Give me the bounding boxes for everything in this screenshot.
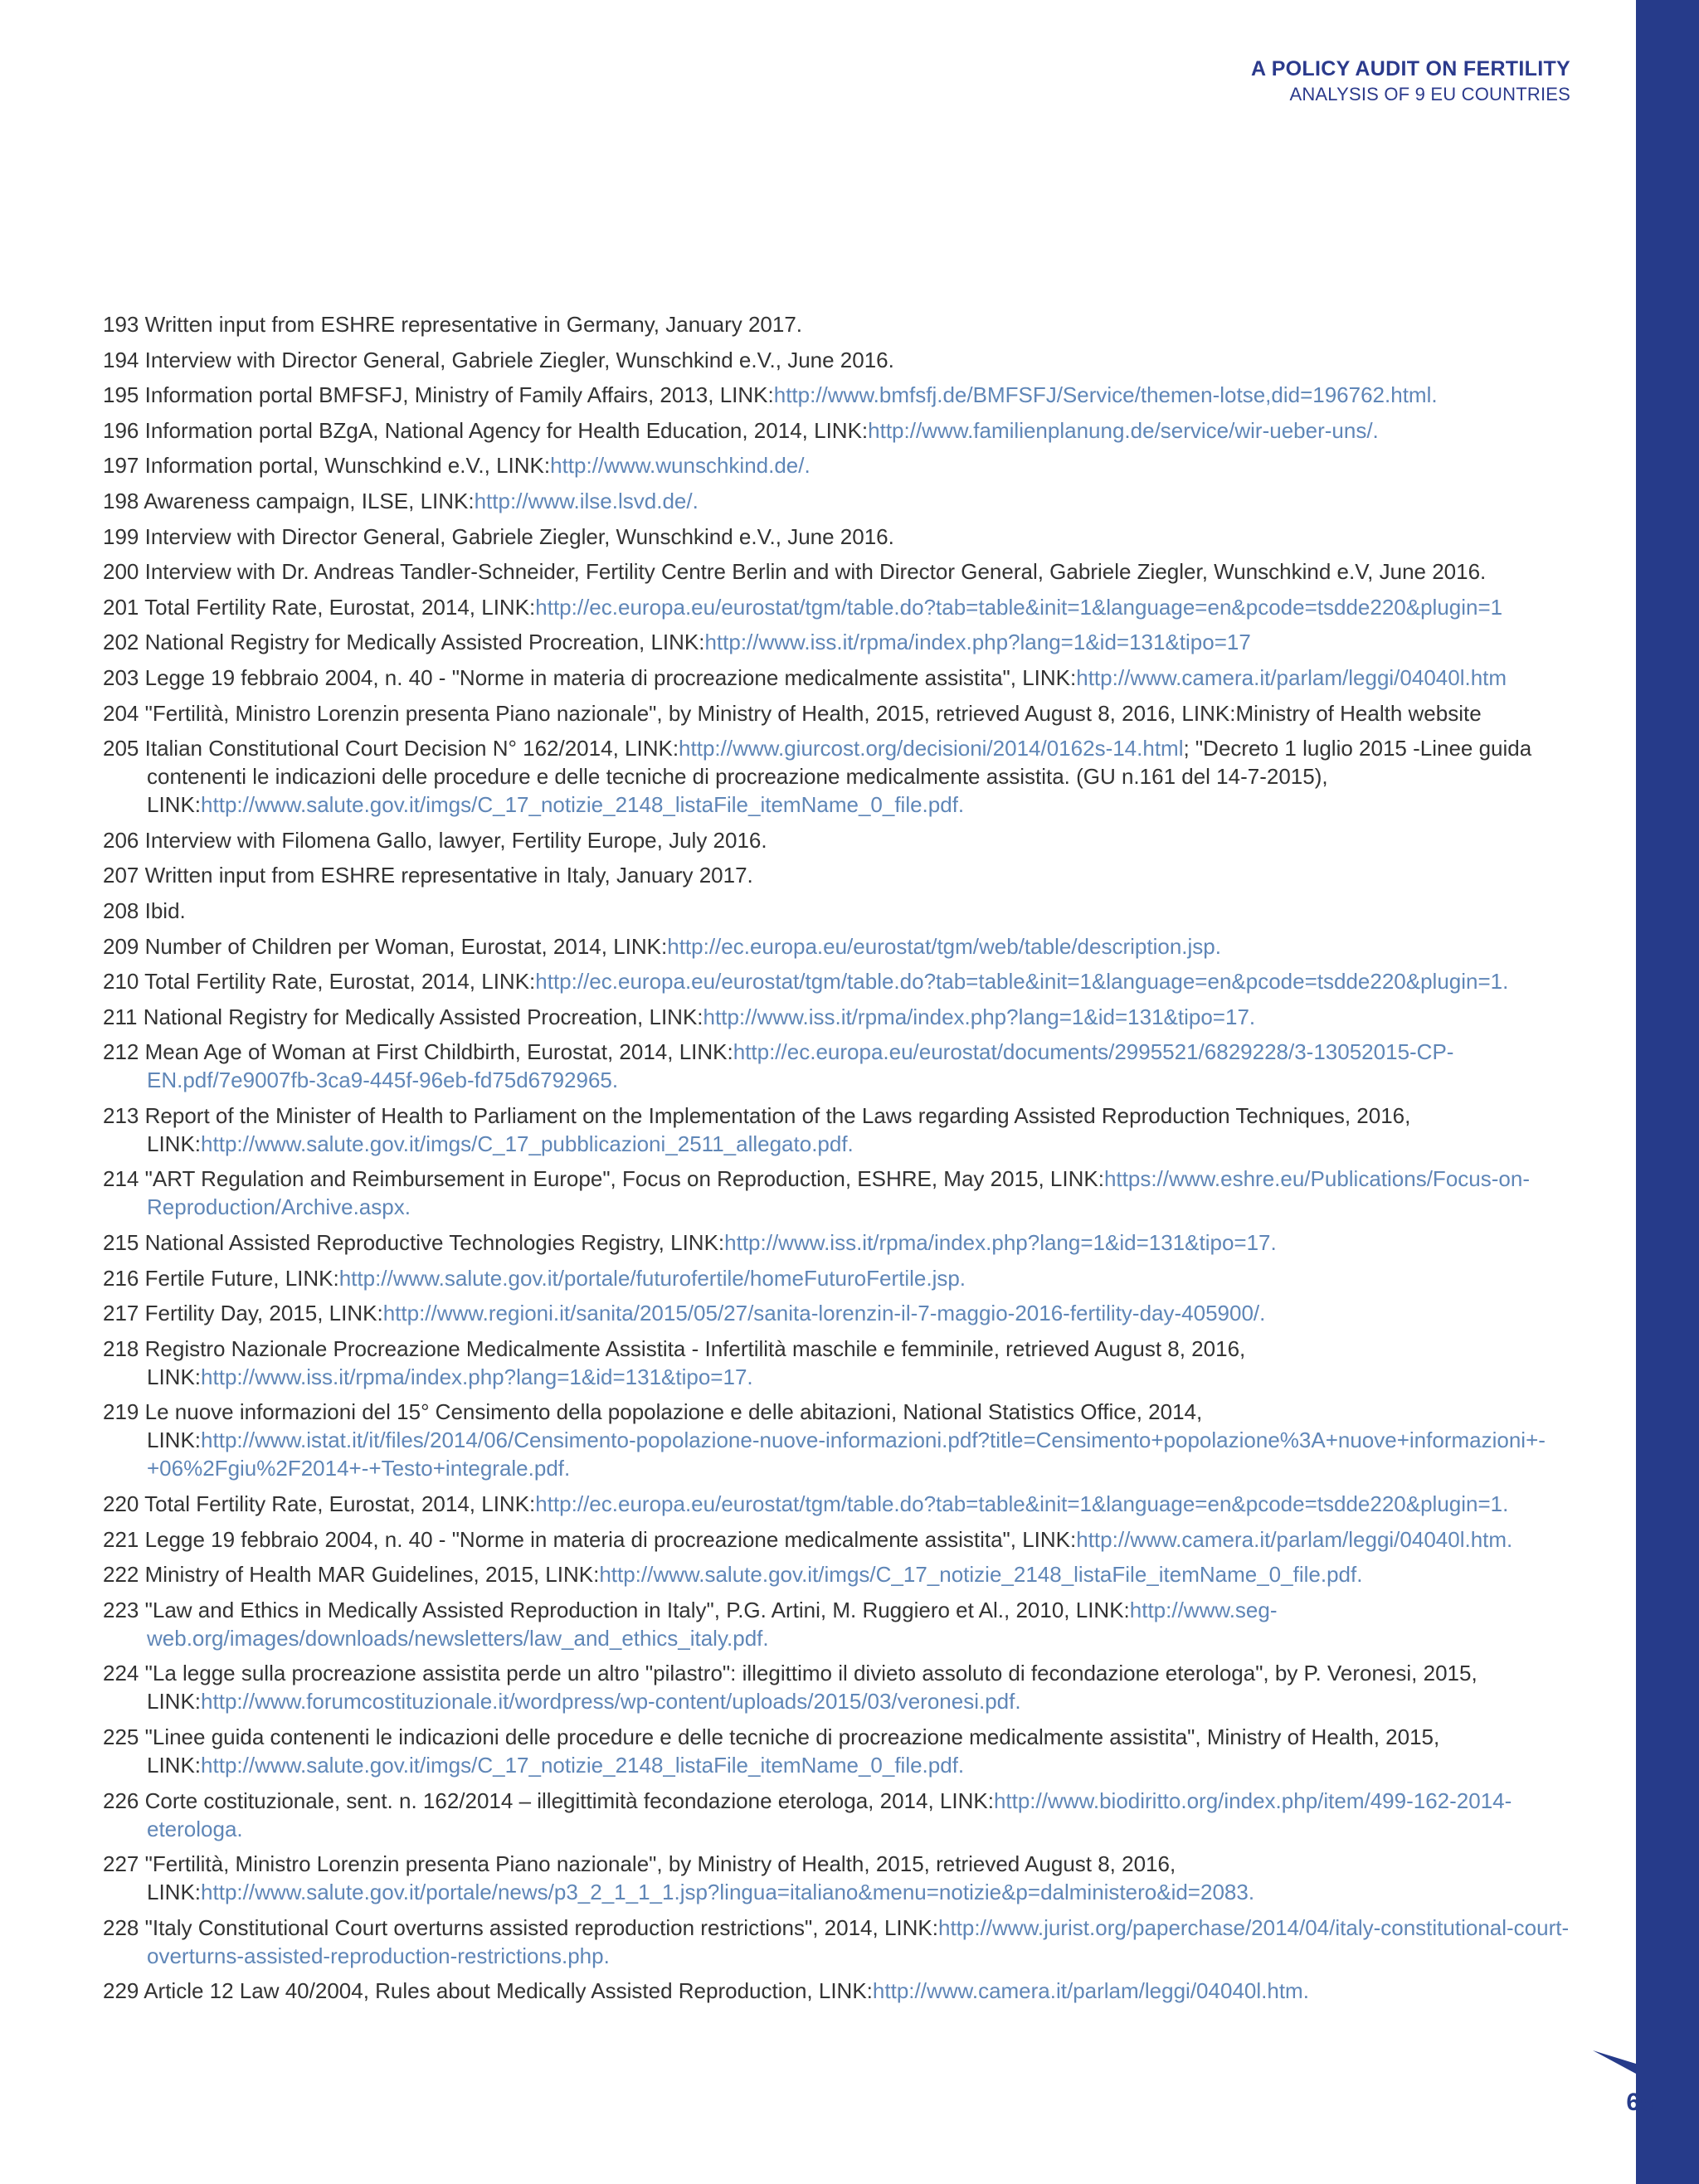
endnote-text: Awareness campaign, ILSE, [144, 488, 421, 513]
endnote-197 [103, 451, 1571, 479]
endnote-number: 193 [103, 312, 139, 337]
link-label: LINK: [1022, 664, 1077, 690]
endnote-number: 215 [103, 1230, 139, 1256]
endnote-text: Interview with Director General, Gabriele Ziegler, Wunschkind e.V., June 2016. [144, 347, 894, 372]
link-label: LINK: [147, 792, 202, 818]
endnote-link[interactable]: http://www.iss.it/rpma/index.php?lang=1&id=131&tipo=17. [703, 1004, 1256, 1029]
link-label: LINK: [481, 594, 536, 620]
link-label: LINK: [670, 1230, 725, 1256]
endnote-205 [103, 734, 1571, 819]
endnote-number: 209 [103, 933, 139, 959]
link-label: LINK: [613, 933, 668, 959]
endnote-link[interactable]: http://www.ilse.lsvd.de/. [474, 488, 699, 513]
endnote-number: 210 [103, 969, 139, 995]
endnote-text: Fertile Future, [144, 1265, 285, 1291]
endnote-link[interactable]: http://www.salute.gov.it/imgs/C_17_notizie_2148_listaFile_itemName_0_file.pdf. [201, 792, 965, 818]
endnote-link[interactable]: http://www.wunschkind.de/. [550, 453, 811, 479]
endnote-number: 201 [103, 594, 139, 620]
endnote-text-continued: ; "Decreto 1 luglio 2015 -Linee guida contenenti le indicazioni delle procedure e delle tecniche di procreazione medicalmente assistita. (GU n.161 del 14-7-2015), [147, 736, 1532, 790]
page-number: 65 [1626, 2089, 1654, 2116]
endnote-196 [103, 416, 1571, 445]
endnote-link[interactable]: http://www.giurcost.org/decisioni/2014/0162s-14.html [679, 736, 1184, 761]
endnote-link[interactable]: http://www.seg-web.org/images/downloads/newsletters/law_and_ethics_italy.pdf. [147, 1597, 1278, 1651]
endnote-number: 221 [103, 1526, 139, 1552]
link-label: LINK: [147, 1689, 202, 1715]
link-label: LINK: [420, 488, 475, 513]
endnote-text: "Fertilità, Ministro Lorenzin presenta Piano nazionale", by Ministry of Health, 2015, retrieved August 8, 2016, [144, 1851, 1176, 1877]
link-label: LINK: [481, 969, 536, 995]
endnote-195 [103, 381, 1571, 409]
link-label: LINK: [147, 1364, 202, 1389]
endnote-text: "Law and Ethics in Medically Assisted Reproduction in Italy", P.G. Artini, M. Ruggiero et Al., 2010, [144, 1597, 1076, 1622]
endnote-text: National Registry for Medically Assisted Procreation, [143, 1004, 650, 1029]
endnote-link[interactable]: http://www.regioni.it/sanita/2015/05/27/sanita-lorenzin-il-7-maggio-2016-fertility-day-405900/. [382, 1301, 1266, 1326]
link-label: LINK: [679, 1039, 733, 1065]
endnote-198 [103, 487, 1571, 515]
endnote-number: 217 [103, 1301, 139, 1326]
endnote-224 [103, 1659, 1571, 1715]
endnote-number: 208 [103, 897, 139, 923]
endnote-number: 223 [103, 1597, 139, 1622]
link-label: LINK: [650, 630, 705, 655]
link-label: LINK: [1022, 1526, 1077, 1552]
endnote-221 [103, 1525, 1571, 1554]
running-header [1251, 55, 1570, 106]
endnote-text: "La legge sulla procreazione assistita perde un altro "pilastro": illegittimo il divieto assoluto di fecondazione eterologa", by P. Veronesi, 2015, [144, 1661, 1477, 1686]
endnote-number: 195 [103, 382, 139, 408]
endnote-text: Corte costituzionale, sent. n. 162/2014 – illegittimità fecondazione eterologa, 2014, [144, 1788, 940, 1813]
endnote-number: 200 [103, 559, 139, 585]
endnote-204 [103, 699, 1571, 727]
endnote-226 [103, 1787, 1571, 1843]
endnote-link[interactable]: http://www.bmfsfj.de/BMFSFJ/Service/themen-lotse,did=196762.html. [773, 382, 1438, 408]
endnote-220 [103, 1490, 1571, 1518]
endnote-215 [103, 1228, 1571, 1257]
endnote-text: Italian Constitutional Court Decision N° 162/2014, [144, 736, 626, 761]
endnote-link[interactable]: http://www.salute.gov.it/imgs/C_17_pubblicazioni_2511_allegato.pdf. [201, 1131, 854, 1156]
endnote-text: Report of the Minister of Health to Parliament on the Implementation of the Laws regarding Assisted Reproduction Techniques, 2016, [144, 1102, 1411, 1128]
endnote-214 [103, 1165, 1571, 1221]
endnote-number: 207 [103, 863, 139, 888]
endnote-218 [103, 1335, 1571, 1391]
link-label: LINK: [1049, 1166, 1104, 1192]
endnotes-list [103, 310, 1571, 2012]
endnote-text: Interview with Director General, Gabriele Ziegler, Wunschkind e.V., June 2016. [144, 523, 894, 549]
report-title: A POLICY AUDIT ON FERTILITY [1251, 57, 1570, 80]
report-subtitle: ANALYSIS OF 9 EU COUNTRIES [1289, 84, 1570, 105]
endnote-number: 202 [103, 630, 139, 655]
endnote-text: Written input from ESHRE representative in Germany, January 2017. [144, 312, 803, 337]
endnote-194 [103, 346, 1571, 374]
endnote-link[interactable]: http://www.iss.it/rpma/index.php?lang=1&id=131&tipo=17 [704, 630, 1251, 655]
endnote-number: 220 [103, 1491, 139, 1517]
endnote-number: 227 [103, 1851, 139, 1877]
endnote-222 [103, 1560, 1571, 1588]
endnote-200 [103, 557, 1571, 586]
endnote-text: Total Fertility Rate, Eurostat, 2014, [144, 1491, 482, 1517]
endnote-210 [103, 967, 1571, 995]
endnote-219 [103, 1398, 1571, 1482]
endnote-text: Interview with Dr. Andreas Tandler-Schneider, Fertility Centre Berlin and with Director General, Gabriele Ziegler, Wunschkind e.V, June 2016. [144, 559, 1487, 585]
endnote-link[interactable]: http://www.iss.it/rpma/index.php?lang=1&id=131&tipo=17. [201, 1364, 753, 1389]
endnote-number: 213 [103, 1102, 139, 1128]
endnote-number: 229 [103, 1978, 139, 2004]
endnote-text: Total Fertility Rate, Eurostat, 2014, [144, 969, 482, 995]
endnote-number: 194 [103, 347, 139, 372]
endnote-number: 199 [103, 523, 139, 549]
endnote-217 [103, 1299, 1571, 1327]
endnote-text: "ART Regulation and Reimbursement in Europe", Focus on Reproduction, ESHRE, May 2015, [144, 1166, 1050, 1192]
link-label: LINK: [285, 1265, 339, 1291]
endnote-text: "Linee guida contenenti le indicazioni delle procedure e delle tecniche di procreazione medicalmente assistita", Ministry of Health, 2015, [144, 1724, 1440, 1749]
endnote-link[interactable]: http://www.salute.gov.it/imgs/C_17_notizie_2148_listaFile_itemName_0_file.pdf. [201, 1753, 965, 1778]
endnote-number: 222 [103, 1562, 139, 1588]
endnote-number: 224 [103, 1661, 139, 1686]
endnote-text: Number of Children per Woman, Eurostat, 2014, [144, 933, 614, 959]
endnote-link[interactable]: https://www.eshre.eu/Publications/Focus-on-Reproduction/Archive.aspx. [147, 1166, 1530, 1220]
link-label: LINK: [147, 1753, 202, 1778]
endnote-number: 205 [103, 736, 139, 761]
link-label: LINK: [147, 1131, 202, 1156]
endnote-link[interactable]: http://www.istat.it/it/files/2014/06/Censimento-popolazione-nuove-informazioni.pdf?title=Censimento+popolazione%3A+nuove+informazioni+-+06%2Fgiu%2F2014+-+Testo+integrale.pdf. [147, 1428, 1546, 1481]
endnote-223 [103, 1596, 1571, 1652]
endnote-link[interactable]: http://ec.europa.eu/eurostat/tgm/table.do?tab=table&init=1&language=en&pcode=tsdde220&plugin=1 [535, 594, 1503, 620]
endnote-text: Written input from ESHRE representative in Italy, January 2017. [144, 863, 753, 888]
endnote-text: Fertility Day, 2015, [144, 1301, 329, 1326]
link-label: LINK: [884, 1914, 938, 1940]
endnote-number: 204 [103, 700, 139, 726]
endnote-text: National Assisted Reproductive Technologies Registry, [144, 1230, 671, 1256]
endnote-number: 211 [103, 1004, 138, 1029]
endnote-201 [103, 593, 1571, 621]
endnote-text: Ibid. [144, 897, 186, 923]
endnote-text: Interview with Filomena Gallo, lawyer, Fertility Europe, July 2016. [144, 827, 767, 853]
endnote-229 [103, 1977, 1571, 2005]
endnote-number: 203 [103, 664, 139, 690]
endnote-link[interactable]: http://www.salute.gov.it/portale/futurofertile/homeFuturoFertile.jsp. [338, 1265, 966, 1291]
endnote-number: 219 [103, 1399, 139, 1425]
endnote-number: 206 [103, 827, 139, 853]
endnote-193 [103, 310, 1571, 338]
link-label: LINK: [625, 736, 679, 761]
endnote-text: Information portal BZgA, National Agency for Health Education, 2014, [144, 417, 815, 443]
endnote-text: "Italy Constitutional Court overturns assisted reproduction restrictions", 2014, [144, 1914, 884, 1940]
endnote-199 [103, 523, 1571, 551]
endnote-link[interactable]: http://www.salute.gov.it/portale/news/p3_2_1_1_1.jsp?lingua=italiano&menu=notizie&p=dalministero&id=2083. [201, 1880, 1255, 1905]
endnote-202 [103, 628, 1571, 656]
link-label: LINK: [939, 1788, 994, 1813]
endnote-211 [103, 1003, 1571, 1031]
endnote-link[interactable]: http://www.camera.it/parlam/leggi/04040l.htm. [872, 1978, 1309, 2004]
endnote-207 [103, 861, 1571, 889]
endnote-text: Total Fertility Rate, Eurostat, 2014, [144, 594, 482, 620]
endnote-number: 214 [103, 1166, 139, 1192]
endnote-link[interactable]: http://www.camera.it/parlam/leggi/04040l.htm. [1076, 1526, 1513, 1552]
endnote-text: Ministry of Health MAR Guidelines, 2015, [144, 1562, 546, 1588]
endnote-text: Article 12 Law 40/2004, Rules about Medically Assisted Reproduction, [144, 1978, 819, 2004]
endnote-number: 212 [103, 1039, 139, 1065]
endnote-227 [103, 1850, 1571, 1906]
endnote-228 [103, 1914, 1571, 1970]
endnote-number: 197 [103, 453, 139, 479]
endnote-number: 216 [103, 1265, 139, 1291]
endnote-206 [103, 826, 1571, 854]
endnote-number: 196 [103, 417, 139, 443]
endnote-209 [103, 932, 1571, 961]
link-label: LINK: [719, 382, 774, 408]
endnote-text: Mean Age of Woman at First Childbirth, Eurostat, 2014, [144, 1039, 679, 1065]
link-label: LINK: [814, 417, 869, 443]
endnote-225 [103, 1723, 1571, 1779]
endnote-link[interactable]: http://ec.europa.eu/eurostat/tgm/table.do?tab=table&init=1&language=en&pcode=tsdde220&plugin=1. [535, 969, 1509, 995]
endnote-number: 228 [103, 1914, 139, 1940]
endnote-text: "Fertilità, Ministro Lorenzin presenta Piano nazionale", by Ministry of Health, 2015, retrieved August 8, 2016, LINK:Ministry of Health website [144, 700, 1482, 726]
endnote-link[interactable]: http://www.jurist.org/paperchase/2014/04/italy-constitutional-court-overturns-assisted-reproduction-restrictions.php. [147, 1914, 1570, 1968]
endnote-text: Legge 19 febbraio 2004, n. 40 - "Norme in materia di procreazione medicalmente assistita", [144, 664, 1023, 690]
endnote-text: National Registry for Medically Assisted Procreation, [144, 630, 651, 655]
endnote-203 [103, 664, 1571, 692]
endnote-link[interactable]: http://www.iss.it/rpma/index.php?lang=1&id=131&tipo=17. [724, 1230, 1277, 1256]
endnote-number: 198 [103, 488, 139, 513]
link-label: LINK: [329, 1301, 383, 1326]
link-label: LINK: [818, 1978, 873, 2004]
endnote-link[interactable]: http://www.biodiritto.org/index.php/item/499-162-2014-eterologa. [147, 1788, 1512, 1841]
endnote-text: Information portal BMFSFJ, Ministry of Family Affairs, 2013, [144, 382, 720, 408]
link-label: LINK: [649, 1004, 703, 1029]
endnote-number: 218 [103, 1335, 139, 1361]
link-label: LINK: [147, 1428, 202, 1453]
endnote-link[interactable]: http://ec.europa.eu/eurostat/documents/2995521/6829228/3-13052015-CP-EN.pdf/7e9007fb-3ca9-445f-96eb-fd75d6792965. [147, 1039, 1454, 1093]
endnote-link[interactable]: http://www.salute.gov.it/imgs/C_17_notizie_2148_listaFile_itemName_0_file.pdf. [599, 1562, 1363, 1588]
link-label: LINK: [1075, 1597, 1130, 1622]
endnote-text: Information portal, Wunschkind e.V., [144, 453, 497, 479]
endnote-number: 226 [103, 1788, 139, 1813]
endnote-text: Registro Nazionale Procreazione Medicalmente Assistita - Infertilità maschile e femminile, retrieved August 8, 2016, [144, 1335, 1246, 1361]
endnote-text: Le nuove informazioni del 15° Censimento della popolazione e delle abitazioni, National Statistics Office, 2014, [144, 1399, 1203, 1425]
endnote-link[interactable]: http://ec.europa.eu/eurostat/tgm/web/table/description.jsp. [667, 933, 1221, 959]
link-label: LINK: [147, 1880, 202, 1905]
endnote-208 [103, 897, 1571, 925]
link-label: LINK: [481, 1491, 536, 1517]
endnote-213 [103, 1102, 1571, 1158]
endnote-link[interactable]: http://www.familienplanung.de/service/wir-ueber-uns/. [868, 417, 1379, 443]
endnote-212 [103, 1038, 1571, 1094]
endnote-link[interactable]: http://www.camera.it/parlam/leggi/04040l.htm [1076, 664, 1507, 690]
endnote-number: 225 [103, 1724, 139, 1749]
side-band [1636, 0, 1699, 2184]
link-label: LINK: [545, 1562, 600, 1588]
link-label: LINK: [496, 453, 551, 479]
endnote-link[interactable]: http://ec.europa.eu/eurostat/tgm/table.do?tab=table&init=1&language=en&pcode=tsdde220&plugin=1. [535, 1491, 1509, 1517]
endnote-216 [103, 1264, 1571, 1292]
endnote-link[interactable]: http://www.forumcostituzionale.it/wordpress/wp-content/uploads/2015/03/veronesi.pdf. [201, 1689, 1021, 1715]
endnote-text: Legge 19 febbraio 2004, n. 40 - "Norme in materia di procreazione medicalmente assistita", [144, 1526, 1023, 1552]
